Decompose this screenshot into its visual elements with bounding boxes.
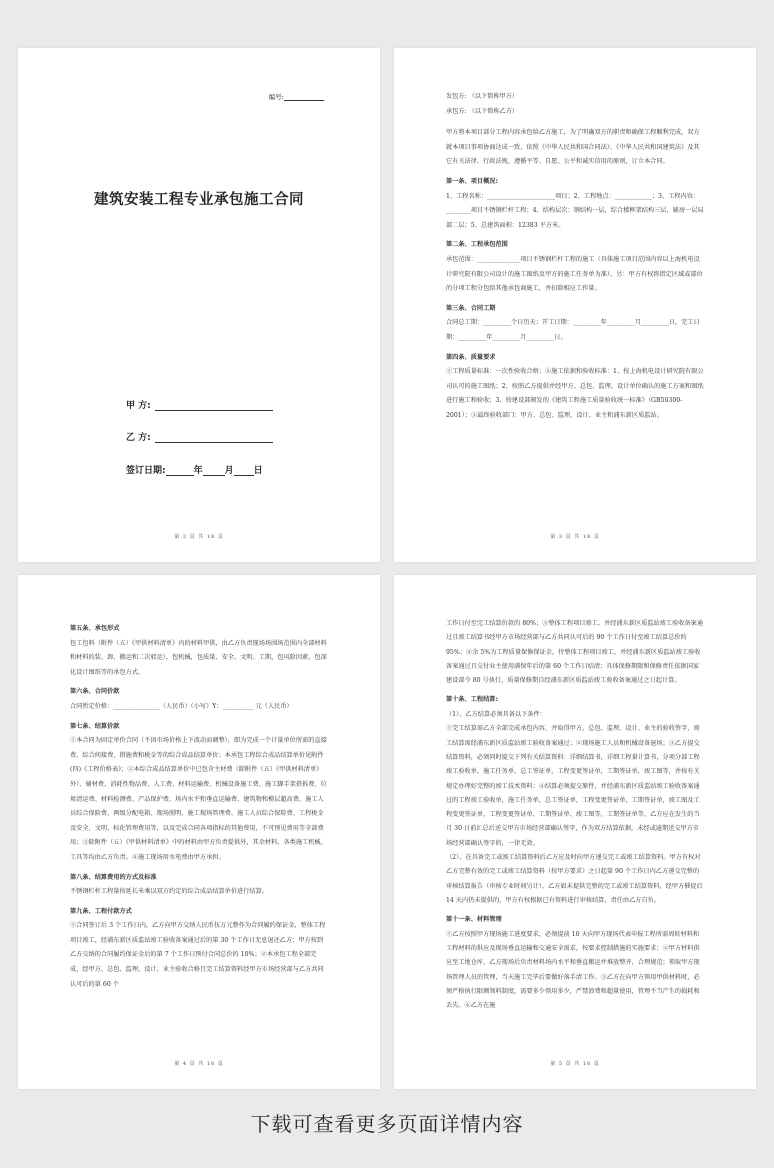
paragraph: 发包方: （以下简称甲方） bbox=[446, 93, 519, 100]
download-caption[interactable]: 下载可查看更多页面详情内容 bbox=[250, 1112, 524, 1136]
party-b-blank bbox=[155, 432, 273, 443]
party-b-label: 乙 方: bbox=[126, 433, 151, 443]
contract-number-field bbox=[269, 92, 324, 101]
year-blank bbox=[166, 465, 194, 476]
paragraph: 甲方将本项目部分工程内容承包给乙方施工，为了明确双方的职责和确保工程顺利完成，双方就本项目事项协商达成一致，依照《中华人民共和国合同法》、《中华人民共和国建筑法》及其它有关法律、行政法规，遵循平等、自愿、公平和诚实信用的原则，订立本合同。 bbox=[446, 129, 700, 166]
paragraph: （1）、乙方结算必须具备以下条件： bbox=[446, 711, 546, 719]
section-heading: 第五条、承包形式 bbox=[70, 625, 120, 632]
paragraph: 承包范围：______________项目不锈钢栏杆工程的施工（具体施工项目范围内容以上海机电设计研究院有限公司设计的施工图纸及甲方的施工任务单为准）。另：甲方有权将指定区域或部位的分项工程分包给其他承包商施工，并扣除相应工作量。 bbox=[446, 255, 703, 293]
paragraph: 包工包料（附件（五）《甲供材料清单》内的材料甲供，由乙方负责现场场围场范围内全部材料和材料的装、卸、搬运和二次驳运），包机械，包质量、安全、文明、工期，包风险因素、包深化设计图纸等的承包方式。 bbox=[70, 639, 327, 676]
paragraph: ①本合同为固定单价合同（不因市场价格上下波动而调整），即为完成一个计量单位所需的直接费、综合间接费、措施费和税金等的综合成品结算单价；本承包工程综合成品结算单价见附件(四)《工程价格表》；②本综合成品结算单价中已包含主材费（除附件（五）《甲供材料清单》外）、辅材费、消耗性物品费、人工费、材料运输费、机械设备施工费、施工脚手架搭拆费、垃圾清运费、材料检测费、产品保护费、场内水平和垂直运输费、建筑物和模层超高费、施工人员综合保险费、两级分配电箱、现场照明、施工现场管理费、施工人员综合保险费、工程税金及安全、文明、标化管理费用等，以及完成合同各项指标的其他费用，不可预见费用等全部费用；③除附件（五）《甲供材料清单》中的材料由甲方负责提供外，其余材料、各类施工机械、工具等均由乙方负责。④施工现场用水电费由甲方承担。 bbox=[70, 737, 327, 861]
paragraph: （2）、在具备完工或竣工结算资料后乙方应及时向甲方递交完工或竣工结算资料。甲方有权对乙方完整有效的完工或竣工结算资料（按甲方要求）之日起第 90 个工作日内乙方递交完整的审核结算报告（审核专业时间另计），乙方如未提供完整的完工或竣工结算资料，经甲方催促后14 天内仍未提供的，甲方有权根据已有资料进行审核结算，责任由乙方自负。 bbox=[446, 854, 703, 904]
section-heading: 第二条、工程承包范围 bbox=[446, 241, 508, 249]
section-heading: 第三条、合同工期 bbox=[446, 304, 496, 312]
day-label: 日 bbox=[253, 466, 263, 476]
party-a-blank bbox=[155, 400, 273, 411]
paragraph: ①乙方按照甲方现场施工进度要求，必须提前 10 天向甲方现场代表申报工程所需周转材料和工程材料的供应及现场垂直运输和交通安全需求，按要求控制措施的实施要求；②甲方材料供应至工地仓库，乙方现场后负责材料场内水平和垂直搬运并堆放整齐，合理规范；领取甲方现场管理人员的管理，当天施工完毕后要做好落手清工作。③乙方在向甲方领用甲供材料时，必须严格执行限额领料制度，需要多少领用多少，严禁浪费和超量使用，管理不当产生的损耗和丢失。④乙方在施 bbox=[446, 930, 700, 1010]
contract-number-label: 编号: bbox=[268, 93, 284, 101]
section-heading: 第九条、工程付款方式 bbox=[70, 907, 132, 915]
section-heading: 第六条、合同价款 bbox=[70, 688, 120, 696]
section-heading: 第八条、结算费用的方式及标准 bbox=[70, 873, 157, 881]
contract-page-3 bbox=[394, 48, 756, 562]
page-body bbox=[446, 617, 704, 1014]
month-blank bbox=[203, 465, 225, 476]
contract-page-5 bbox=[394, 575, 756, 1089]
section-heading: 第一条、项目概况: bbox=[446, 177, 498, 185]
section-heading: 第七条、结算价款 bbox=[70, 722, 120, 730]
page-body bbox=[446, 90, 704, 423]
paragraph: ①工程质量标准：一次性验收合格；②施工依据和验收标准：1、按上海机电设计研究院有限公司认可的施工图纸；2、按照乙方提供并经甲方、总包、监理、设计单位确认的施工方案和图纸进行施工和验收；3、按建设部颁发的《建筑工程施工质量验收统一标准》（GB50300-2001）；③最终验收部门：甲方、总包、监理、设计、业主和浦东新区质监站。 bbox=[446, 368, 704, 419]
year-label: 年 bbox=[193, 466, 203, 476]
paragraph: 不锈钢栏杆工程量按延长米乘以双方约定的综合成品结算单价进行结算。 bbox=[70, 888, 268, 896]
party-a-label: 甲 方: bbox=[126, 401, 151, 411]
paragraph: 1、工程名称：______________________项目；2、工程地点：____________；3、工程内容：________项目不锈钢栏杆工程；4、结构层次：钢结构一层，综合楼框架结构三层，辅房一层局部二层；5、总建筑面积：12383 平方米。 bbox=[446, 192, 704, 229]
paragraph: 合同暂定价格：_______________（人民币）（小写）Y：__________ 元（人民币） bbox=[70, 702, 293, 710]
day-blank bbox=[234, 465, 254, 476]
contract-page-4 bbox=[18, 575, 380, 1089]
party-b-row bbox=[126, 430, 273, 443]
party-a-row bbox=[126, 398, 273, 411]
page-footer: 第 2 页 共 18 页 bbox=[174, 534, 224, 540]
paragraph: 工作日付至完工结算价款的 80%；③整体工程项目竣工，并经浦东新区质监站竣工验收备案通过且竣工结算书经甲方市场经营部与乙方共同认可后的 90 个工作日付至竣工结算总价的 95%；④余 5%为工程质量保修保证金，待整体工程项目竣工，并经浦东新区质监站竣工验收备案通过且交付业主使用满保年后的第 60 个工作日结清；具体保修期限和保修责任依据国家建设部令 80 号执行，质量保修期自经浦东新区质监站竣工验收备案通过之日起计算。 bbox=[446, 620, 704, 685]
contract-number-blank bbox=[284, 93, 324, 101]
page-footer: 第 4 页 共 18 页 bbox=[174, 1061, 224, 1067]
paragraph-gap bbox=[446, 119, 704, 126]
paragraph: 承包方: （以下简称乙方） bbox=[446, 107, 519, 115]
page-footer: 第 3 页 共 18 页 bbox=[550, 534, 600, 540]
paragraph: 合同总工期：_________个日历天；开工日期：_________年_________月_________日，完工日期：_________年_________月_________日。 bbox=[446, 319, 700, 341]
paragraph: ①完工结算需乙方全部完成承包内容，并取得甲方、总包、监理、设计、业主的验收签字，竣工结算需经浦东新区质监站竣工验收备案通过；②现场施工人员和机械设备退场；③乙方提交结算资料，必须同时提交下列有关结算资料：详细结算书，详细工程量计算书，分项分部工程竣工验收单，施工任务单，总工签证单，工程变更签证单，工期签证单，竣工图等，并按有关规定办理好完整的竣工技术资料；④结算必须提交原件，并经浦东新区质监站竣工验收备案通过的工程竣工验收单，施工任务单，总工签证单，工程变更签证单，工期签证单，竣工图及工程变更签证单，工程变更签证单、工期签证单、竣工图等，工期签证单等，乙方应在发生的当月 30 日前汇总后送交甲方市场经营部确认签字，作为双方结算依据，未经或逾期送交甲方市场经营部确认签字的，一律无效。 bbox=[446, 725, 700, 847]
sign-date-row bbox=[126, 463, 263, 476]
month-label: 月 bbox=[224, 466, 234, 476]
page-body bbox=[70, 617, 328, 992]
section-heading: 第四条、质量要求 bbox=[446, 353, 496, 361]
contract-title: 建筑安装工程专业承包施工合同 bbox=[94, 192, 304, 208]
section-heading: 第十一条、材料管理 bbox=[446, 916, 502, 924]
contract-page-2 bbox=[18, 48, 380, 562]
sign-date-label: 签订日期: bbox=[126, 466, 166, 476]
paragraph: ①合同签订后 3 个工作日内，乙方向甲方交纳人民币伍万元整作为合同履约保证金，整体工程项目竣工，经浦东新区质监站竣工验收备案通过后的第 30 个工作日无息退还乙方；甲方按到乙方交纳的合同履约保证金后的第 7 个工作日预付合同总价的 10%；②本承包工程全部完成，经甲方、总包、监理、设计、业主验收合格且完工结算资料经甲方市场经营部与乙方共同认可后的第 60 个 bbox=[70, 922, 326, 988]
section-heading: 第十条、工程结算: bbox=[446, 696, 498, 704]
page-footer: 第 5 页 共 18 页 bbox=[550, 1061, 600, 1067]
